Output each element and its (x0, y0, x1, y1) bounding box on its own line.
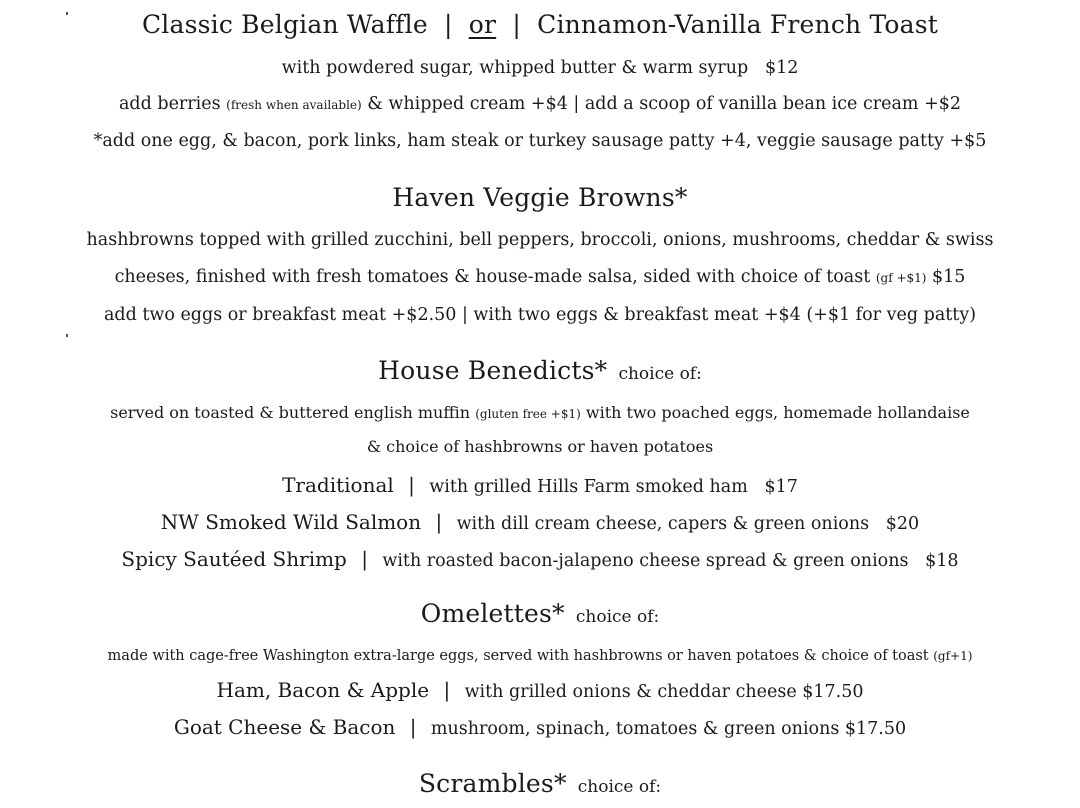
benedicts-text: with two poached eggs, homemade hollandaise (585, 403, 970, 422)
benedicts-title: House Benedicts* (378, 356, 608, 385)
scrambles-heading (0, 771, 1080, 796)
menu-item (0, 717, 1080, 739)
benedicts-note: (gluten free +$1) (475, 407, 581, 421)
title-separator: | (512, 10, 521, 39)
item-separator: | (408, 473, 415, 497)
veggie-browns-title: Haven Veggie Browns* (392, 183, 688, 212)
menu-item-description: with grilled onions & cheddar cheese $17.50 (464, 682, 864, 702)
menu-item-name: Traditional (282, 473, 394, 497)
menu-item-description: with roasted bacon-jalapeno cheese spread & green onions $18 (382, 551, 959, 571)
item-separator: | (361, 547, 368, 571)
waffle-addon-text: & whipped cream +$4 | add a scoop of vanilla bean ice cream +$2 (367, 94, 962, 114)
scan-speck (66, 334, 68, 337)
waffle-protein-addons: *add one egg, & bacon, pork links, ham steak or turkey sausage patty +4, veggie sausage patty +$5 (93, 131, 987, 151)
menu-item-description: with dill cream cheese, capers & green onions $20 (456, 514, 920, 534)
scrambles-title: Scrambles* (418, 769, 567, 798)
waffle-description: with powdered sugar, whipped butter & warm syrup $12 (281, 58, 799, 78)
waffle-addon-note: (fresh when available) (226, 98, 362, 112)
menu-item-name: Goat Cheese & Bacon (173, 715, 396, 739)
veggie-browns-price: $15 (932, 267, 966, 287)
waffle-addons (0, 96, 1080, 114)
menu-item-name: NW Smoked Wild Salmon (160, 510, 422, 534)
menu-item (0, 475, 1080, 497)
omelettes-choice-label: choice of: (575, 607, 660, 627)
waffle-title: Classic Belgian Waffle (141, 10, 428, 39)
item-separator: | (409, 715, 417, 739)
veggie-browns-description-2 (0, 269, 1080, 287)
scrambles-choice-label: choice of: (577, 777, 662, 797)
benedicts-description (0, 405, 1080, 421)
menu-item (0, 680, 1080, 702)
omelettes-text: made with cage-free Washington extra-large eggs, served with hashbrowns or haven potatoes & choice of toast (107, 648, 929, 664)
or-word: or (468, 10, 497, 39)
omelettes-description (0, 649, 1080, 664)
menu-item (0, 549, 1080, 571)
title-separator: | (443, 10, 453, 39)
menu-item-name: Ham, Bacon & Apple (216, 678, 430, 702)
benedicts-choice-label: choice of: (618, 364, 702, 384)
menu-item-description: mushroom, spinach, tomatoes & green onions $17.50 (430, 719, 907, 739)
item-separator: | (443, 678, 451, 702)
benedicts-text: served on toasted & buttered english muffin (110, 403, 471, 422)
menu-item (0, 512, 1080, 534)
waffle-addon-text: add berries (118, 94, 221, 114)
menu-item-name: Spicy Sautéed Shrimp (121, 547, 347, 571)
veggie-browns-addons: add two eggs or breakfast meat +$2.50 | with two eggs & breakfast meat +$4 (+$1 for veg patty) (103, 305, 977, 325)
veggie-browns-text: cheeses, finished with fresh tomatoes & house-made salsa, sided with choice of toast (114, 267, 871, 287)
waffle-section-title (0, 12, 1080, 37)
benedicts-heading (0, 358, 1080, 383)
veggie-browns-description: hashbrowns topped with grilled zucchini, bell peppers, broccoli, onions, mushrooms, cheddar & swiss (86, 230, 994, 250)
omelettes-note: (gf+1) (933, 649, 973, 663)
french-toast-title: Cinnamon-Vanilla French Toast (537, 10, 939, 39)
benedicts-description-2: & choice of hashbrowns or haven potatoes (366, 437, 714, 456)
menu-item-description: with grilled Hills Farm smoked ham $17 (429, 477, 798, 497)
item-separator: | (435, 510, 443, 534)
omelettes-heading (0, 601, 1080, 626)
veggie-browns-note: (gf +$1) (875, 271, 927, 285)
omelettes-title: Omelettes* (420, 599, 565, 628)
